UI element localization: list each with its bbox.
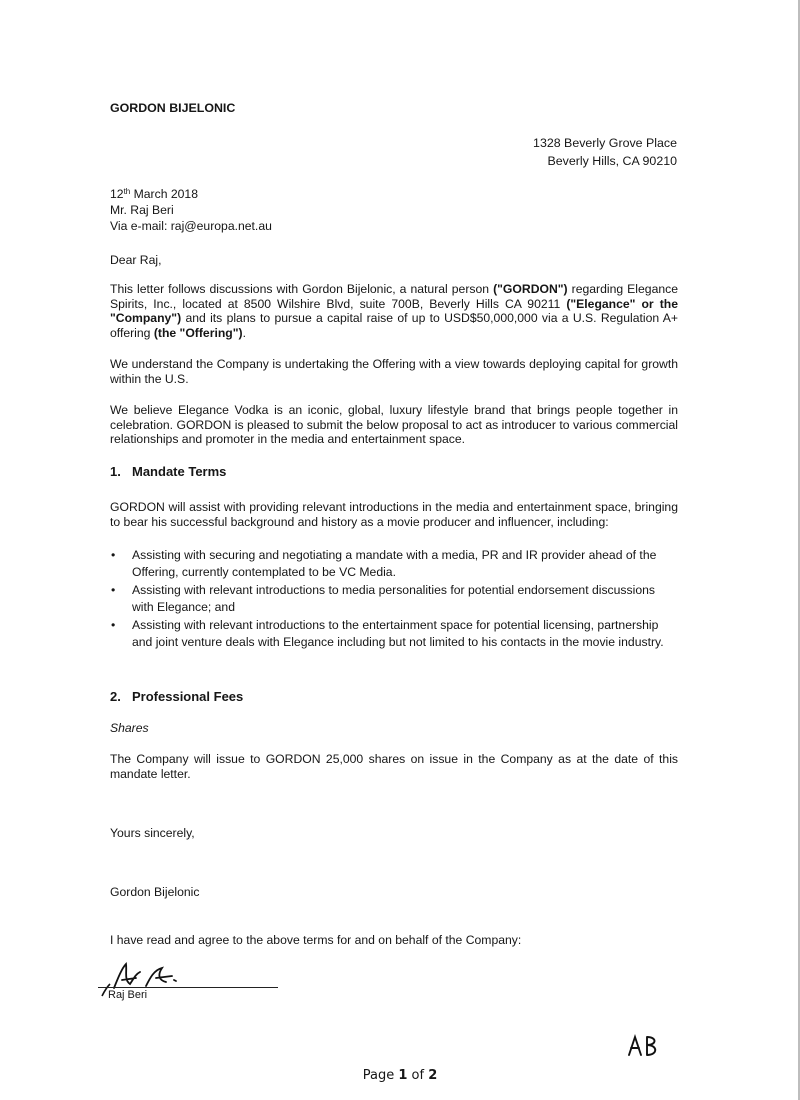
signatory-name: Gordon Bijelonic [110, 885, 200, 899]
intro-paragraph: This letter follows discussions with Gordon Bijelonic, a natural person ("GORDON") regarding Elegance Spirits, Inc., located at 8500 Wilshire Blvd, suite 700B, Beverly Hills CA 90211 ("Elegance" or the "Company") and its plans to pursue a capital raise of up to USD$50,000,000 via a U.S. Regulation A+ offering (the "Offering"). [110, 282, 679, 340]
paragraph-proposal: We believe Elegance Vodka is an iconic, global, luxury lifestyle brand that brings people together in celebration. GORDON is pleased to submit the below proposal to act as introducer to various commercial relationships and promoter in the media and entertainment space. [110, 403, 678, 447]
address-line-1: 1328 Beverly Grove Place [533, 136, 677, 150]
list-item: • Assisting with securing and negotiating a mandate with a media, PR and IR provider ahead of the Offering, currently contemplated to be VC Media. [111, 548, 657, 579]
sender-name: GORDON BIJELONIC [110, 101, 236, 115]
list-item: • Assisting with relevant introductions to the entertainment space for potential licensing, partnership and joint venture deals with Elegance including but not limited to his contacts in the movie industry. [111, 618, 664, 649]
agreement-statement: I have read and agree to the above terms for and on behalf of the Company: [110, 933, 522, 947]
signature-line [98, 987, 278, 988]
bullet-icon: • [111, 548, 116, 562]
address-line-2: Beverly Hills, CA 90210 [547, 154, 677, 168]
letter-date: 12th March 2018 [110, 187, 198, 201]
recipient-email: Via e-mail: raj@europa.net.au [110, 219, 272, 233]
recipient-name: Mr. Raj Beri [110, 203, 174, 217]
sender-address [533, 134, 677, 170]
date-recipient-block [110, 186, 272, 234]
bullet-icon: • [111, 583, 116, 597]
salutation: Dear Raj, [110, 253, 162, 267]
bullet-icon: • [111, 618, 116, 632]
valediction: Yours sincerely, [110, 826, 195, 840]
section-2-heading: 2. Professional Fees [110, 689, 244, 704]
counter-signatory-name: Raj Beri [108, 989, 148, 1001]
section-2-text: The Company will issue to GORDON 25,000 shares on issue in the Company as at the date of this mandate letter. [110, 752, 678, 781]
paragraph-growth: We understand the Company is undertaking the Offering with a view towards deploying capital for growth within the U.S. [110, 357, 678, 386]
section-1-heading: 1. Mandate Terms [110, 464, 227, 479]
section-1-intro: GORDON will assist with providing relevant introductions in the media and entertainment space, bringing to bear his successful background and history as a movie producer and influencer, including: [110, 500, 678, 529]
handwritten-initials [626, 1033, 666, 1059]
list-item: • Assisting with relevant introductions to media personalities for potential endorsement discussions with Elegance; and [111, 583, 655, 614]
mandate-bullet-list [108, 547, 680, 652]
page-number-footer: Page 1 of 2 [362, 1068, 438, 1083]
section-2-subheading: Shares [110, 721, 149, 735]
